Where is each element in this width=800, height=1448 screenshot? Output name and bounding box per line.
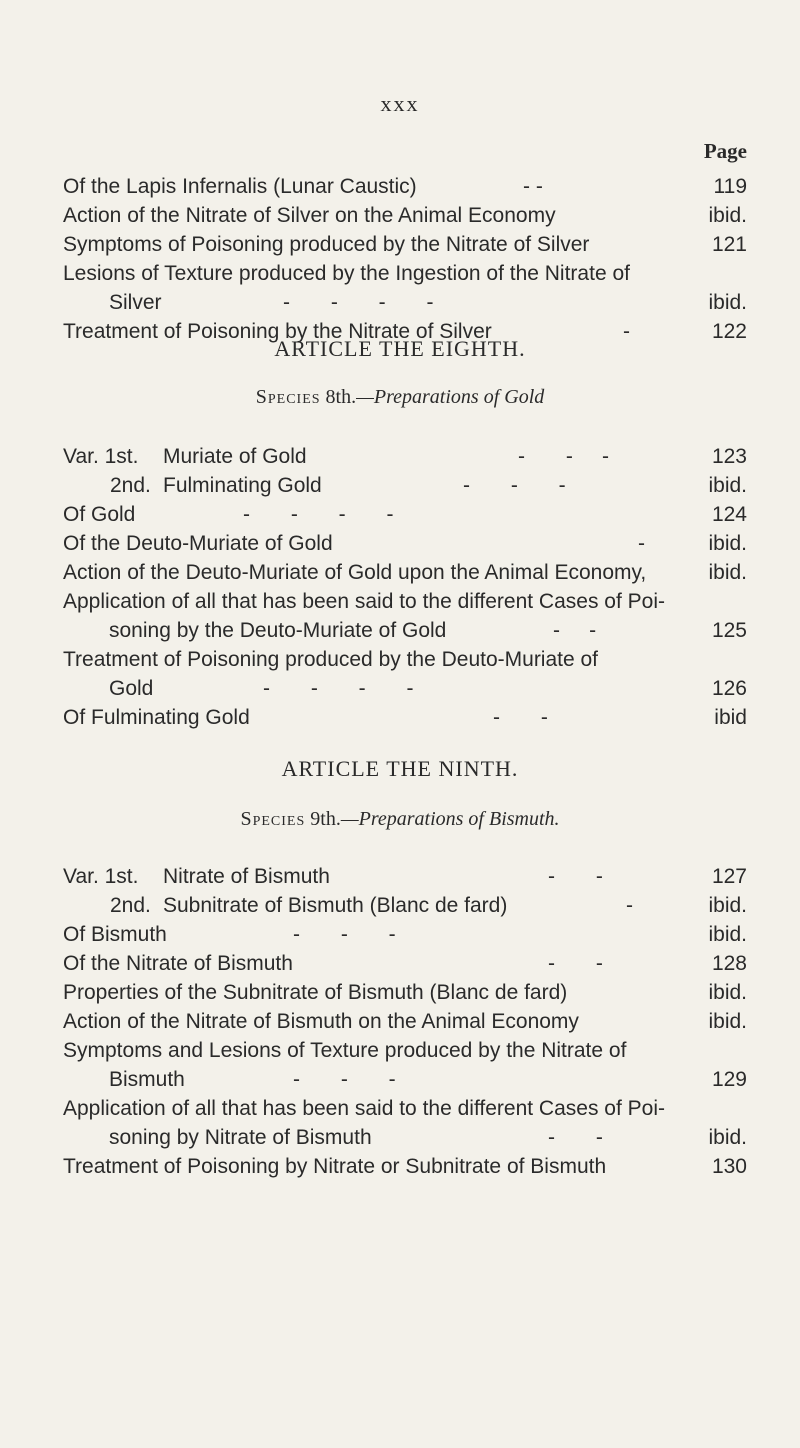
entry-leader: - - -	[463, 474, 566, 497]
entry-title: Of Gold	[63, 503, 136, 526]
species-8-title	[0, 386, 800, 409]
entry-page: 119	[713, 175, 747, 198]
toc-entry	[63, 1123, 747, 1152]
entry-page: 122	[711, 320, 747, 343]
species-subject: —Preparations of Bismuth.	[340, 808, 560, 830]
entry-title: Properties of the Subnitrate of Bismuth (Blanc de fard)	[63, 981, 568, 1004]
toc-entry	[63, 862, 747, 891]
entry-page: ibid.	[708, 894, 747, 917]
toc-entry	[63, 891, 747, 920]
toc-silver-section	[63, 139, 747, 346]
entry-leader: - - - -	[243, 503, 394, 526]
article-eighth-heading: ARTICLE THE EIGHTH.	[274, 336, 526, 361]
entry-title: Of the Nitrate of Bismuth	[63, 952, 293, 975]
toc-entry	[63, 645, 747, 674]
entry-title: Treatment of Poisoning by Nitrate or Subnitrate of Bismuth	[63, 1155, 607, 1178]
entry-leader: - -	[548, 952, 603, 975]
entry-leader: - - -	[293, 923, 396, 946]
entry-leader: - - -	[518, 445, 609, 468]
species-label: Species	[255, 386, 321, 408]
toc-gold-section	[63, 442, 747, 732]
toc-entry	[63, 616, 747, 645]
toc-entry	[63, 529, 747, 558]
species-subject: —Preparations of Gold	[356, 386, 545, 408]
entry-leader: - -	[553, 619, 597, 642]
entry-page: ibid.	[708, 923, 747, 946]
entry-leader: -	[623, 320, 630, 343]
entry-title: soning by the Deuto-Muriate of Gold	[109, 619, 447, 642]
entry-page: ibid.	[708, 474, 747, 497]
entry-title: Action of the Nitrate of Silver on the Animal Economy	[63, 204, 556, 227]
entry-title: Application of all that has been said to the different Cases of Poi-	[63, 590, 665, 613]
entry-leader: - - - -	[263, 677, 414, 700]
entry-page: ibid.	[708, 1010, 747, 1033]
toc-entry	[63, 674, 747, 703]
entry-page: 127	[711, 865, 747, 888]
entry-page: ibid	[714, 706, 747, 729]
entry-page: 124	[711, 503, 747, 526]
entry-title: Fulminating Gold	[163, 474, 322, 497]
toc-entry	[63, 920, 747, 949]
toc-entry	[63, 1094, 747, 1123]
entry-title: Of the Deuto-Muriate of Gold	[63, 532, 333, 555]
entry-title: Action of the Deuto-Muriate of Gold upon the Animal Economy,	[63, 561, 647, 584]
entry-leader: - -	[493, 706, 548, 729]
toc-entry	[63, 1036, 747, 1065]
toc-entry	[63, 201, 747, 230]
toc-entry	[63, 288, 747, 317]
entry-title: Action of the Nitrate of Bismuth on the Animal Economy	[63, 1010, 579, 1033]
toc-bismuth-section	[63, 862, 747, 1181]
entry-title: Of the Lapis Infernalis (Lunar Caustic)	[63, 175, 417, 198]
page-number: xxx	[380, 91, 420, 116]
article-ninth-heading: ARTICLE THE NINTH.	[281, 756, 519, 781]
entry-page: ibid.	[708, 532, 747, 555]
entry-title: Of Fulminating Gold	[63, 706, 250, 729]
entry-page: ibid.	[708, 1126, 747, 1149]
toc-entry	[63, 442, 747, 471]
entry-title: Muriate of Gold	[163, 445, 307, 468]
species-label: Species	[240, 808, 306, 830]
page-column-header: Page	[703, 139, 747, 163]
entry-title: Treatment of Poisoning by the Nitrate of Silver	[63, 320, 492, 343]
toc-entry	[63, 1065, 747, 1094]
entry-leader: -	[626, 894, 633, 917]
entry-leader: - -	[523, 175, 543, 198]
entry-title: Gold	[109, 677, 154, 700]
entry-variety: Var. 1st.	[63, 865, 139, 888]
toc-entry	[63, 471, 747, 500]
toc-entry	[63, 230, 747, 259]
entry-title: Treatment of Poisoning produced by the Deuto-Muriate of	[63, 648, 599, 671]
entry-variety: 2nd.	[110, 894, 151, 917]
entry-title: Application of all that has been said to the different Cases of Poi-	[63, 1097, 665, 1120]
entry-variety: 2nd.	[110, 474, 151, 497]
entry-title: Bismuth	[109, 1068, 185, 1091]
toc-entry	[63, 587, 747, 616]
entry-page: 126	[711, 677, 747, 700]
entry-title: soning by Nitrate of Bismuth	[109, 1126, 372, 1149]
entry-title: Silver	[109, 291, 162, 314]
toc-entry	[63, 978, 747, 1007]
entry-page: 129	[711, 1068, 747, 1091]
toc-entry	[63, 500, 747, 529]
entry-leader: - - -	[293, 1068, 396, 1091]
entry-page: 123	[711, 445, 747, 468]
entry-leader: - -	[548, 865, 603, 888]
toc-entry	[63, 1007, 747, 1036]
toc-entry	[63, 259, 747, 288]
entry-variety: Var. 1st.	[63, 445, 139, 468]
entry-page: ibid.	[708, 981, 747, 1004]
entry-page: ibid.	[708, 561, 747, 584]
species-number: 8th.	[325, 386, 357, 408]
toc-entry	[63, 949, 747, 978]
entry-page: ibid.	[708, 204, 747, 227]
entry-leader: - - - -	[283, 291, 434, 314]
entry-leader: -	[638, 532, 645, 555]
entry-page: 121	[711, 233, 747, 256]
entry-title: Nitrate of Bismuth	[163, 865, 330, 888]
entry-title: Subnitrate of Bismuth (Blanc de fard)	[163, 894, 508, 917]
entry-title: Symptoms and Lesions of Texture produced by the Nitrate of	[63, 1039, 627, 1062]
toc-entry	[63, 558, 747, 587]
entry-page: 128	[711, 952, 747, 975]
entry-title: Symptoms of Poisoning produced by the Nitrate of Silver	[63, 233, 590, 256]
entry-page: 130	[711, 1155, 747, 1178]
species-9-title	[0, 808, 800, 831]
entry-title: Of Bismuth	[63, 923, 167, 946]
entry-leader: - -	[548, 1126, 603, 1149]
entry-page: 125	[711, 619, 747, 642]
entry-page: ibid.	[708, 291, 747, 314]
toc-entry	[63, 1152, 747, 1181]
toc-entry	[63, 172, 747, 201]
toc-entry	[63, 703, 747, 732]
entry-title: Lesions of Texture produced by the Ingestion of the Nitrate of	[63, 262, 630, 285]
species-number: 9th.	[310, 808, 341, 830]
